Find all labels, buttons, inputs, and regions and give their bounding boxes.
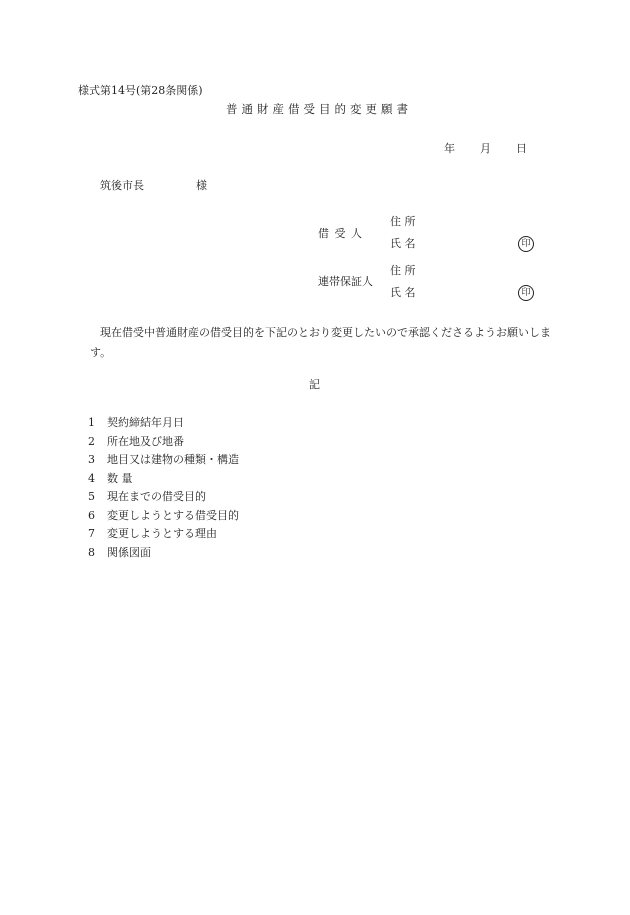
borrower-seal-mark: 印 <box>518 236 534 252</box>
document-title: 普通財産借受目的変更願書 <box>226 102 412 116</box>
item-number: 8 <box>88 545 95 559</box>
item-number: 7 <box>88 527 95 540</box>
list-item <box>88 417 239 436</box>
item-number: 4 <box>88 471 95 485</box>
guarantor-seal-mark: 印 <box>518 285 534 301</box>
item-number: 1 <box>88 416 95 429</box>
item-number: 6 <box>88 508 95 522</box>
item-label: 関係図面 <box>107 545 151 559</box>
item-label: 変更しようとする理由 <box>107 527 217 540</box>
list-item <box>88 473 239 492</box>
request-body-text: 現在借受中普通財産の借受目的を下記のとおり変更したいので承認くださるようお願いします。 <box>90 326 551 359</box>
item-label: 契約締結年月日 <box>107 416 184 429</box>
item-number: 5 <box>88 490 95 503</box>
list-item <box>88 436 239 455</box>
list-item <box>88 510 239 529</box>
section-heading: 記 <box>309 378 320 391</box>
borrower-address-label: 住 所 <box>390 215 416 228</box>
list-item <box>88 491 239 510</box>
date-day-label: 日 <box>516 142 527 155</box>
list-item <box>88 547 239 566</box>
item-label: 数 量 <box>107 471 133 485</box>
honorific: 様 <box>196 179 207 192</box>
guarantor-address-label: 住 所 <box>390 264 416 277</box>
borrower-name-label: 氏 名 <box>390 237 416 250</box>
item-label: 所在地及び地番 <box>107 434 184 448</box>
addressee: 筑後市長 <box>100 179 144 192</box>
guarantor-name-label: 氏 名 <box>390 286 416 299</box>
date-year-label: 年 <box>444 142 455 155</box>
item-label: 地目又は建物の種類・構造 <box>107 453 239 466</box>
date-month-label: 月 <box>480 142 491 155</box>
list-item <box>88 454 239 473</box>
item-number: 2 <box>88 434 95 448</box>
item-label: 変更しようとする借受目的 <box>107 508 239 522</box>
guarantor-role: 連帯保証人 <box>318 275 373 288</box>
form-number: 様式第14号(第28条関係) <box>78 84 203 97</box>
item-label: 現在までの借受目的 <box>107 490 206 503</box>
item-number: 3 <box>88 453 95 466</box>
item-list <box>88 417 239 565</box>
list-item <box>88 528 239 547</box>
borrower-role: 借 受 人 <box>318 227 363 240</box>
